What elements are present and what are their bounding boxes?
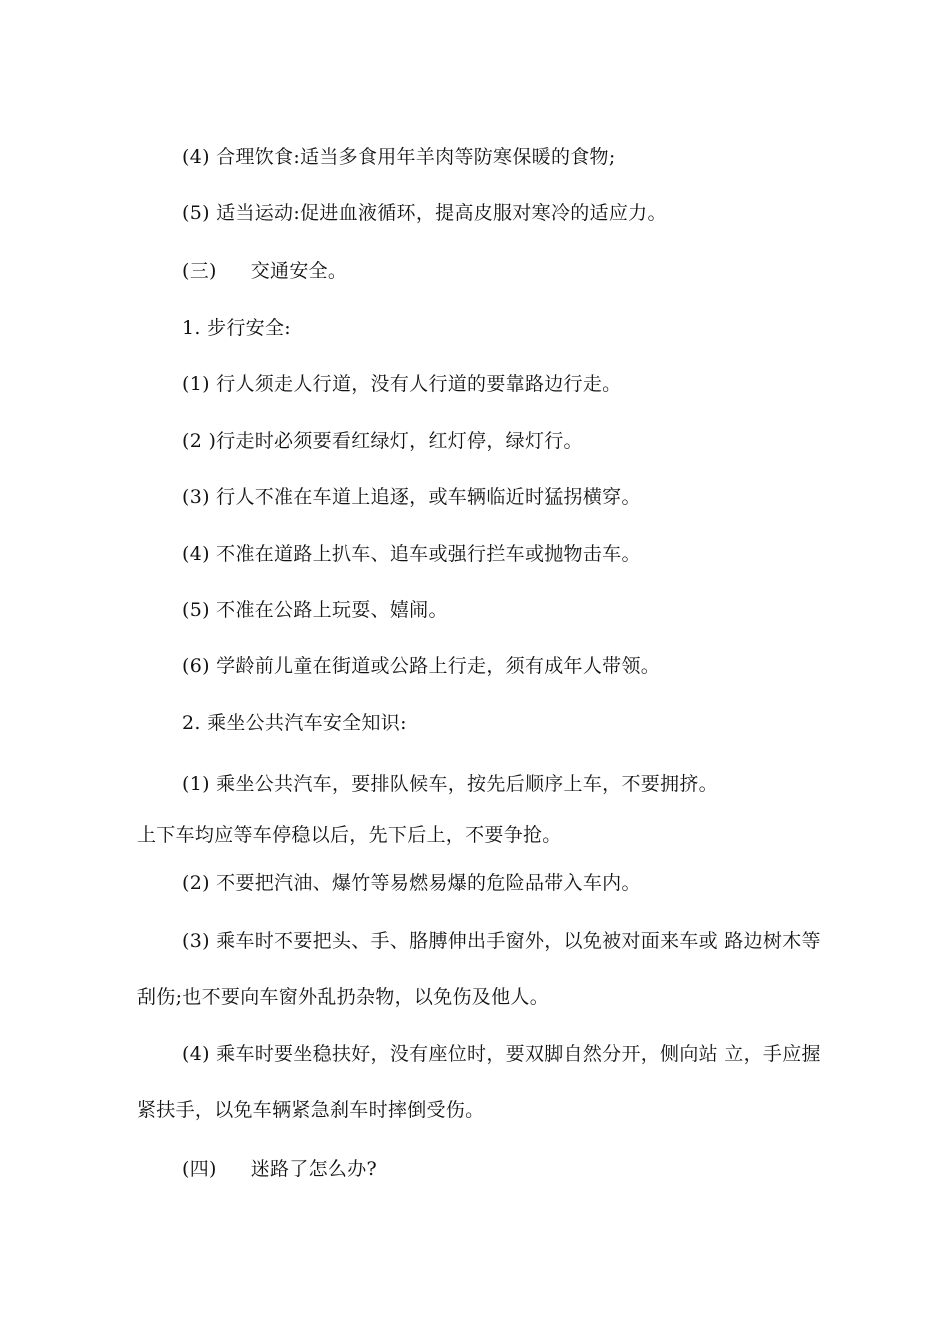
subsection-heading-bus: 2. 乘坐公共汽车安全知识: <box>182 712 407 734</box>
paragraph-continuation: 刮伤;也不要向车窗外乱扔杂物，以免伤及他人。 <box>137 986 550 1008</box>
list-item-exercise: (5) 适当运动:促进血液循环，提高皮服对寒冷的适应力。 <box>182 202 667 224</box>
section-heading-lost <box>182 1157 377 1181</box>
list-item: (4) 乘车时要坐稳扶好，没有座位时，要双脚自然分开，侧向站 立，手应握 <box>182 1043 821 1065</box>
list-item: (2) 不要把汽油、爆竹等易燃易爆的危险品带入车内。 <box>182 872 641 894</box>
section-marker: (四) <box>182 1158 217 1180</box>
list-item: (1) 乘坐公共汽车，要排队候车，按先后顺序上车，不要拥挤。 <box>182 773 718 795</box>
list-item: (5) 不准在公路上玩耍、嬉闹。 <box>182 599 448 621</box>
list-item: (3) 行人不准在车道上追逐，或车辆临近时猛拐横穿。 <box>182 486 641 508</box>
list-item: (3) 乘车时不要把头、手、胳膊伸出手窗外，以免被对面来车或 路边树木等 <box>182 930 821 952</box>
list-item: (1) 行人须走人行道，没有人行道的要靠路边行走。 <box>182 373 622 395</box>
section-title: 交通安全。 <box>250 260 348 282</box>
paragraph-continuation: 紧扶手，以免车辆紧急刹车时摔倒受伤。 <box>137 1099 485 1121</box>
section-heading-traffic-safety <box>182 259 347 283</box>
list-item: (4) 不准在道路上扒车、追车或强行拦车或抛物击车。 <box>182 543 641 565</box>
paragraph-continuation: 上下车均应等车停稳以后，先下后上，不要争抢。 <box>137 824 562 846</box>
list-item: (2 )行走时必须要看红绿灯，红灯停，绿灯行。 <box>182 430 583 452</box>
list-item-diet: (4) 合理饮食:适当多食用年羊肉等防寒保暖的食物; <box>182 146 616 168</box>
section-title: 迷路了怎么办? <box>250 1158 378 1180</box>
section-marker: (三) <box>182 260 217 282</box>
list-item: (6) 学龄前儿童在街道或公路上行走，须有成年人带领。 <box>182 655 661 677</box>
subsection-heading-walking: 1. 步行安全: <box>182 317 291 339</box>
